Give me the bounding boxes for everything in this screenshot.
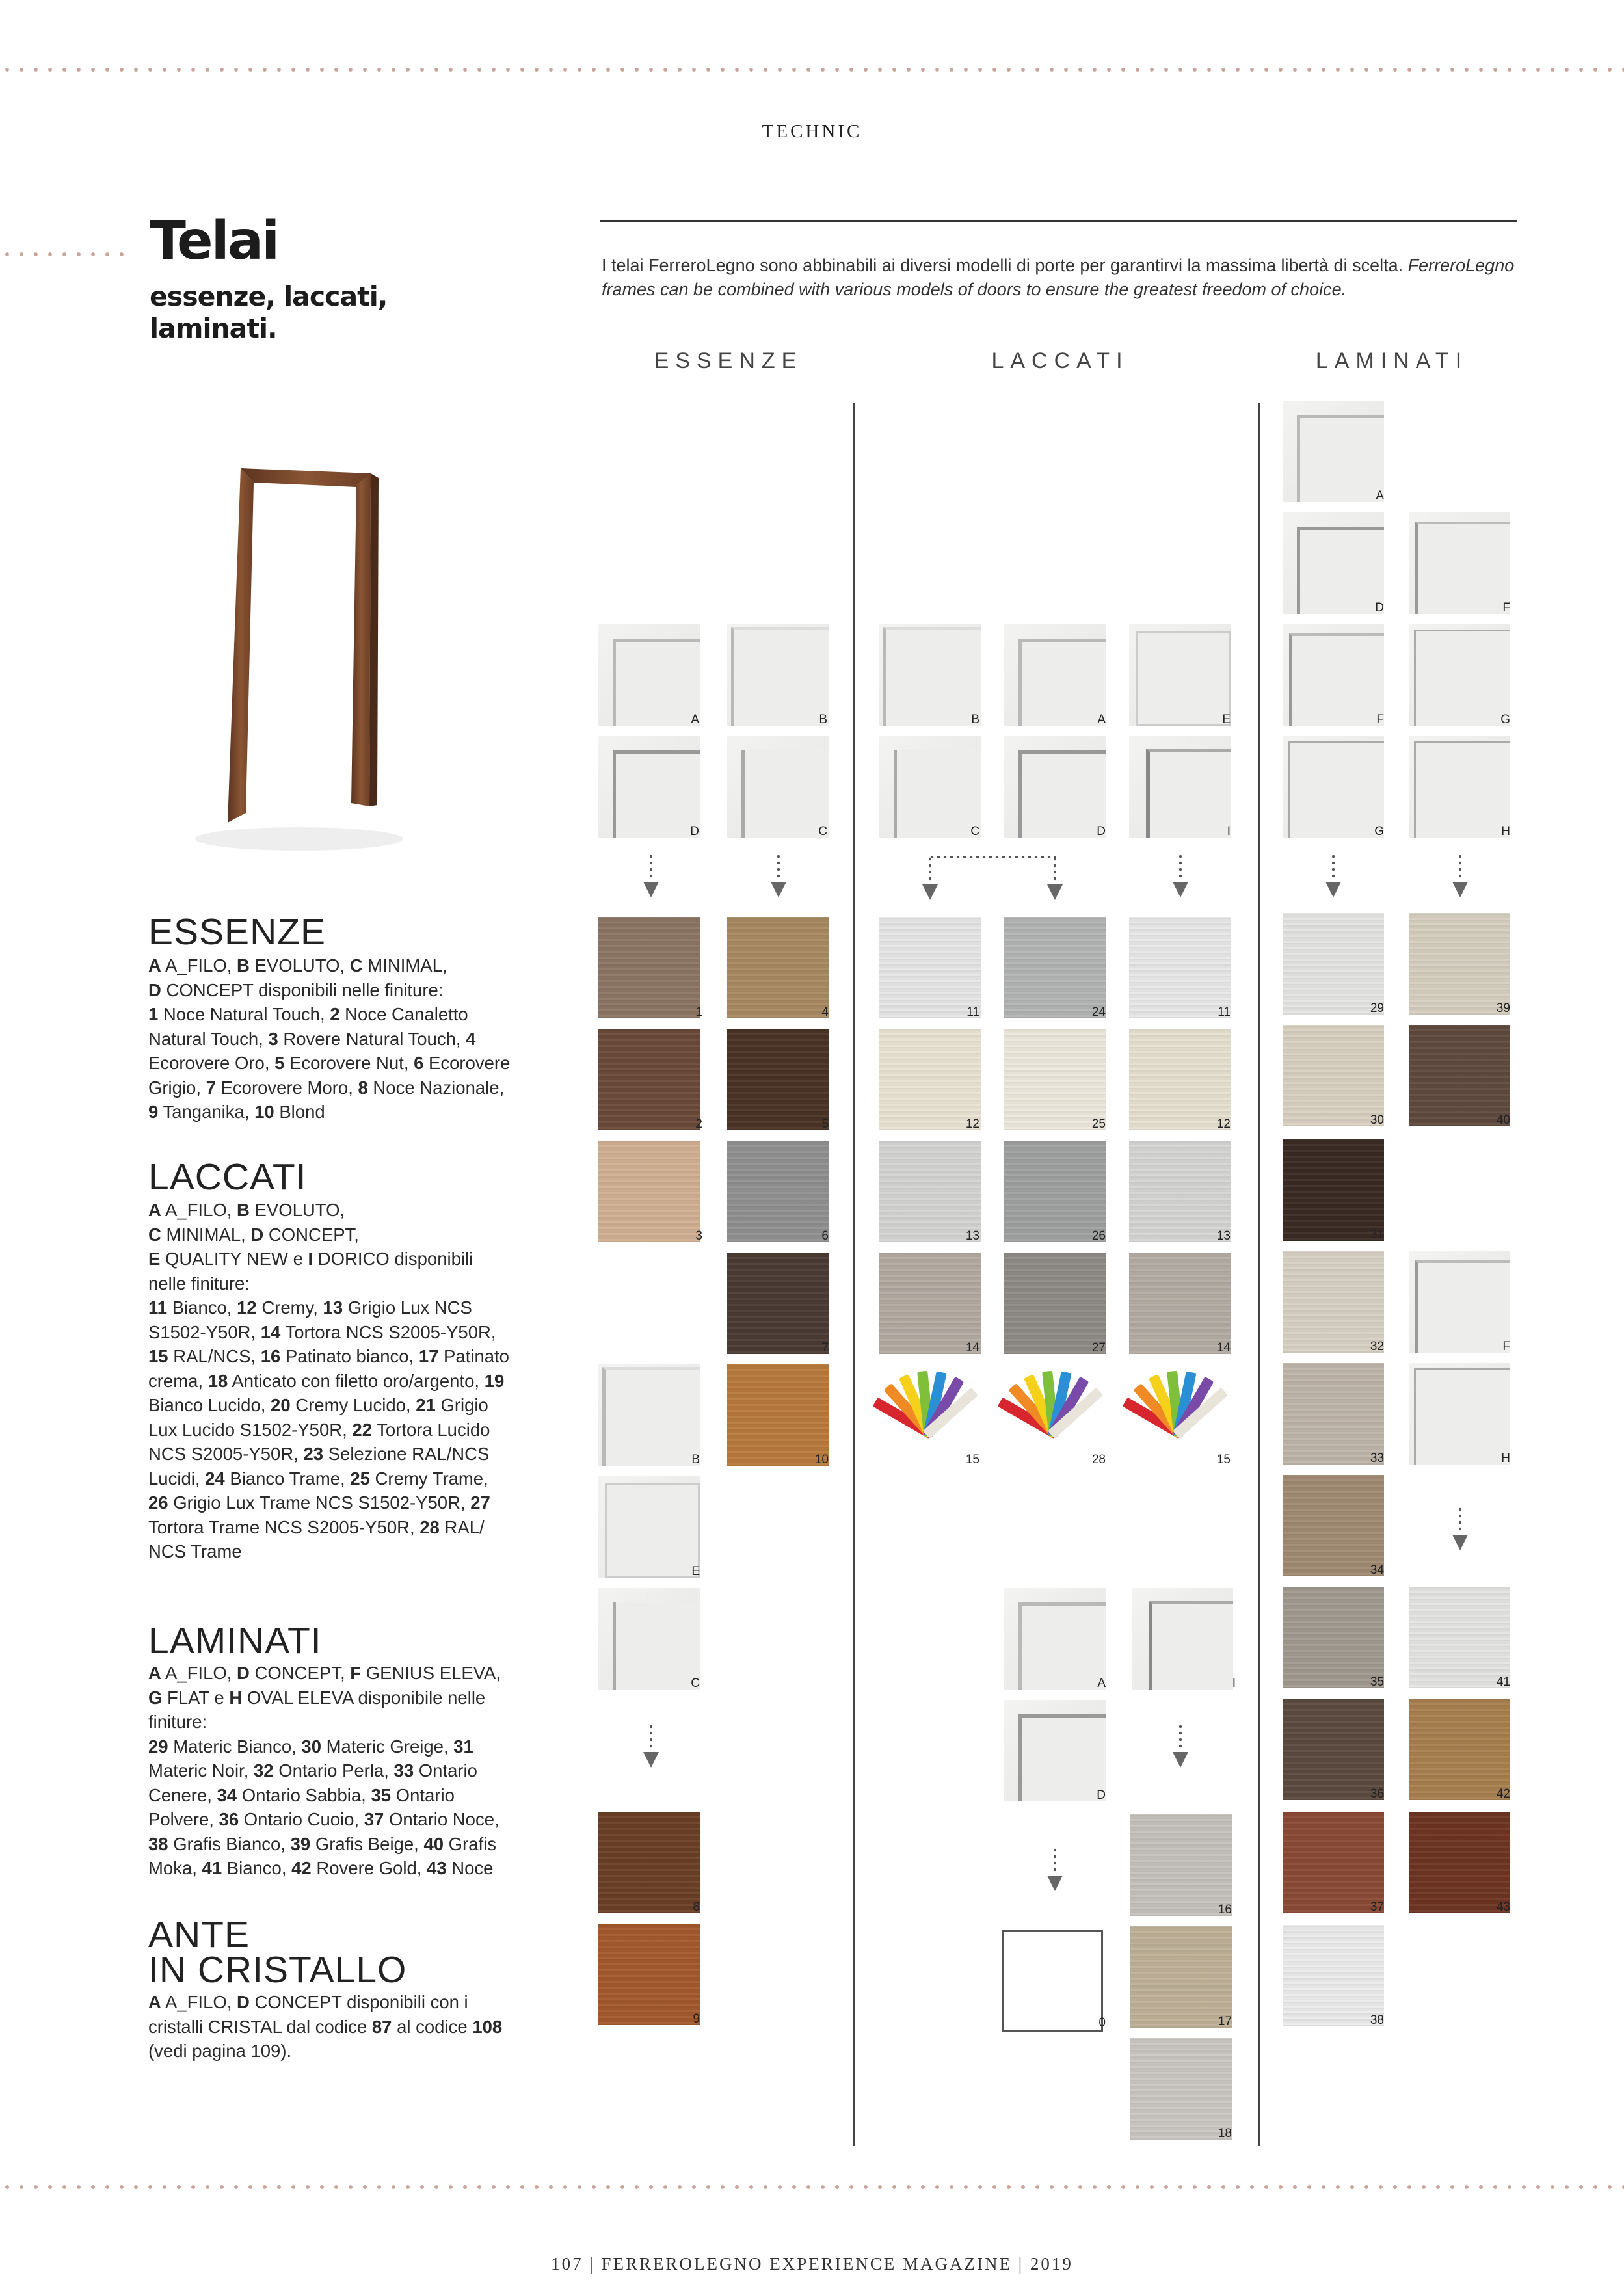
color-fan-icon <box>1003 1371 1107 1442</box>
essenze-title: ESSENZE <box>148 911 326 953</box>
swatch-label: 32 <box>1370 1340 1384 1353</box>
bottom-dotted-rule <box>0 2185 1624 2189</box>
frame-sample <box>1129 624 1231 726</box>
swatch-label: 25 <box>1091 1117 1106 1131</box>
finish-swatch <box>1283 1699 1384 1800</box>
column-divider-2 <box>1258 403 1260 2146</box>
intro-text <box>602 254 1519 302</box>
finish-swatch <box>727 917 829 1018</box>
swatch-label: 36 <box>1370 1787 1384 1801</box>
page-subtitle: essenze, laccati, laminati. <box>150 281 388 345</box>
swatch-label: 16 <box>1218 1903 1232 1917</box>
intro-italian: I telai FerreroLegno sono abbinabili ai diversi modelli di porte per garantirvi la massima libertà di scelta. <box>602 256 1404 275</box>
swatch-label: 31 <box>1370 1228 1384 1241</box>
finish-swatch <box>1004 1253 1106 1354</box>
finish-swatch <box>727 1029 829 1130</box>
frame-sample <box>1129 736 1231 838</box>
finish-swatch <box>1409 1025 1510 1126</box>
finish-swatch <box>1004 1141 1106 1242</box>
swatch-label: 15 <box>965 1453 979 1466</box>
finish-swatch <box>1130 1926 1232 2028</box>
finish-swatch <box>1129 1253 1231 1354</box>
swatch-label: 33 <box>1370 1452 1384 1465</box>
finish-swatch <box>727 1364 829 1466</box>
laccati-description: A A_FILO, B EVOLUTO, C MINIMAL, D CONCEPT, E QUALITY NEW e I DORICO disponibili nelle finiture: 11 Bianco, 12 Cremy, 13 Grigio Lux NCS S1502-Y50R, 14 Tortora NCS S2005-Y50R, 15 RAL/NCS, 16 Patinato bianco, 17 Patinato crema, 18 Anticato con filetto oro/argento, 19 Bianco Lucido, 20 Cremy Lucido, 21 Grigio Lux Lucido S1502-Y50R, 22 Tortora Lucido NCS S2005-Y50R, 23 Selezione RAL/NCS Lucidi, 24 Bianco Trame, 25 Cremy Trame, 26 Grigio Lux Trame NCS S1502-Y50R, 27 Tortora Trame NCS S2005-Y50R, 28 RAL/ NCS Trame <box>148 1200 509 1561</box>
swatch-label: 27 <box>1091 1341 1106 1355</box>
finish-swatch <box>1283 913 1384 1015</box>
swatch-label: 12 <box>965 1117 979 1131</box>
finish-swatch <box>598 917 700 1018</box>
frame-sample <box>1409 1363 1510 1465</box>
top-dotted-rule <box>0 68 1624 72</box>
bracket-connector <box>929 856 1056 858</box>
swatch-label: 37 <box>1370 1900 1384 1914</box>
swatch-label: I <box>1232 1677 1236 1690</box>
page-title: Telai <box>150 210 278 272</box>
finish-swatch <box>598 1924 700 2025</box>
title-dotted-rule <box>0 252 130 256</box>
swatch-label: E <box>691 1565 700 1578</box>
finish-swatch <box>879 1029 981 1130</box>
finish-swatch <box>1129 1141 1231 1242</box>
swatch-label: D <box>1097 1788 1106 1802</box>
swatch-label: E <box>1222 713 1231 726</box>
swatch-label: 26 <box>1091 1229 1106 1243</box>
swatch-label: 3 <box>695 1229 702 1243</box>
swatch-label: C <box>691 1677 700 1690</box>
swatch-label: F <box>1376 713 1384 726</box>
finish-swatch <box>1283 1812 1384 1913</box>
column-heading-laminati: LAMINATI <box>1315 349 1469 373</box>
frame-sample <box>1004 1700 1106 1801</box>
frame-sample <box>598 1476 700 1578</box>
swatch-label: 18 <box>1218 2127 1232 2140</box>
column-heading-essenze: ESSENZE <box>654 349 803 373</box>
laminati-description: A A_FILO, D CONCEPT, F GENIUS ELEVA, G FLAT e H OVAL ELEVA disponibile nelle finiture: 29 Materic Bianco, 30 Materic Greige, 31 Materic Noir, 32 Ontario Perla, 33 Ontario Cenere, 34 Ontario Sabbia, 35 Ontario Polvere, 36 Ontario Cuoio, 37 Ontario Noce, 38 Grafis Bianco, 39 Grafis Beige, 40 Grafis Moka, 41 Bianco, 42 Rovere Gold, 43 Noce <box>148 1663 501 1878</box>
finish-swatch <box>598 1812 700 1913</box>
frame-sample <box>1283 512 1384 614</box>
swatch-label: 14 <box>1216 1341 1231 1355</box>
frame-sample <box>1004 624 1106 726</box>
finish-swatch <box>727 1253 829 1354</box>
essenze-description: A A_FILO, B EVOLUTO, C MINIMAL, D CONCEPT disponibili nelle finiture: 1 Noce Natural Touch, 2 Noce Canaletto Natural Touch, 3 Rovere Natural Touch, 4 Ecorovere Oro, 5 Ecorovere Nut, 6 Ecorovere Grigio, 7 Ecorovere Moro, 8 Noce Nazionale, 9 Tanganika, 10 Blond <box>148 955 511 1122</box>
finish-swatch <box>1283 1587 1384 1688</box>
intro-rule <box>600 220 1517 222</box>
section-tag: TECHNIC <box>762 121 862 142</box>
swatch-label: A <box>1376 489 1384 503</box>
swatch-label: 14 <box>965 1341 979 1355</box>
frame-sample <box>1283 736 1384 838</box>
frame-sample <box>727 624 829 726</box>
finish-swatch <box>1004 917 1106 1018</box>
swatch-label: 1 <box>695 1005 702 1019</box>
swatch-label: 12 <box>1216 1117 1231 1131</box>
finish-swatch <box>1283 1139 1384 1241</box>
swatch-label: B <box>691 1453 700 1466</box>
swatch-label: 9 <box>693 2012 700 2026</box>
swatch-label: G <box>1374 825 1384 838</box>
swatch-label: 11 <box>1218 1005 1231 1019</box>
swatch-label: H <box>1501 1452 1510 1465</box>
column-divider-1 <box>853 403 855 2146</box>
door-frame-image <box>176 449 403 878</box>
swatch-label: 29 <box>1370 1002 1384 1015</box>
finish-swatch <box>1283 1251 1384 1353</box>
swatch-label: 4 <box>821 1005 829 1019</box>
swatch-label: 8 <box>693 1900 700 1914</box>
swatch-label: H <box>1501 825 1510 838</box>
finish-swatch <box>1283 1025 1384 1126</box>
laccati-title: LACCATI <box>148 1156 307 1198</box>
frame-sample <box>727 736 829 838</box>
swatch-label: 40 <box>1496 1113 1510 1127</box>
swatch-label: A <box>1097 1677 1106 1690</box>
frame-sample <box>1409 736 1510 838</box>
finish-swatch <box>598 1029 700 1130</box>
frame-sample <box>1004 736 1106 838</box>
swatch-label: 2 <box>695 1117 702 1131</box>
swatch-label: D <box>1375 601 1384 615</box>
frame-sample <box>1283 624 1384 726</box>
column-heading-laccati: LACCATI <box>991 349 1129 373</box>
swatch-label: 30 <box>1370 1113 1384 1127</box>
finish-swatch <box>879 1253 981 1354</box>
swatch-label: 15 <box>1216 1453 1231 1466</box>
swatch-label: 41 <box>1496 1675 1510 1689</box>
swatch-label: F <box>1502 1340 1510 1353</box>
swatch-label: D <box>1097 825 1106 838</box>
finish-swatch <box>879 1141 981 1242</box>
frame-sample <box>1132 1588 1233 1690</box>
swatch-label: 6 <box>821 1229 829 1243</box>
swatch-label: 13 <box>1216 1229 1231 1243</box>
finish-swatch <box>598 1141 700 1242</box>
finish-swatch <box>1283 1363 1384 1465</box>
finish-swatch <box>1409 1812 1510 1913</box>
swatch-label: B <box>819 713 827 726</box>
finish-swatch <box>1130 1814 1232 1916</box>
frame-sample <box>598 736 700 838</box>
swatch-label: 43 <box>1496 1900 1510 1914</box>
finish-swatch <box>1129 1029 1231 1130</box>
frame-sample <box>1283 401 1384 502</box>
frame-sample <box>598 624 700 726</box>
finish-swatch <box>879 917 981 1018</box>
finish-swatch <box>1409 1587 1510 1688</box>
swatch-label: 24 <box>1091 1005 1106 1019</box>
frame-sample <box>1409 1251 1510 1353</box>
cristallo-description: A A_FILO, D CONCEPT disponibili con i cristalli CRISTAL dal codice 87 al codice 108 (vedi pagina 109). <box>148 1992 503 2061</box>
swatch-label: G <box>1500 713 1510 726</box>
swatch-label: 11 <box>966 1005 979 1019</box>
swatch-label: 35 <box>1370 1675 1384 1689</box>
frame-sample <box>598 1364 700 1466</box>
swatch-label: F <box>1502 601 1510 615</box>
finish-swatch <box>727 1141 829 1242</box>
frame-sample <box>598 1588 700 1690</box>
swatch-label: I <box>1227 825 1231 838</box>
finish-swatch <box>1283 1475 1384 1576</box>
laminati-title: LAMINATI <box>148 1620 322 1662</box>
finish-swatch <box>1283 1925 1384 2026</box>
swatch-label: B <box>971 713 979 726</box>
swatch-label: 0 <box>1098 2016 1106 2030</box>
frame-sample <box>879 736 981 838</box>
cristallo-title: ANTE IN CRISTALLO <box>148 1914 407 1991</box>
swatch-label: A <box>1097 713 1106 726</box>
swatch-label: D <box>690 825 699 838</box>
swatch-label: 5 <box>821 1117 829 1131</box>
swatch-label: 38 <box>1370 2013 1384 2027</box>
swatch-label: A <box>691 713 699 726</box>
color-fan-icon <box>878 1371 982 1442</box>
frame-sample <box>1409 512 1510 614</box>
color-fan-icon <box>1128 1371 1232 1442</box>
finish-swatch <box>1004 1029 1106 1130</box>
finish-swatch <box>1409 1699 1510 1800</box>
swatch-label: 10 <box>814 1453 829 1466</box>
swatch-label: 28 <box>1091 1453 1106 1466</box>
swatch-label: 42 <box>1496 1787 1510 1801</box>
finish-swatch <box>1409 913 1510 1015</box>
swatch-label: 39 <box>1496 1002 1510 1015</box>
swatch-label: 13 <box>965 1229 979 1243</box>
swatch-label: C <box>818 825 827 838</box>
page-footer: 107 | FERREROLEGNO EXPERIENCE MAGAZINE | 2019 <box>551 2254 1073 2274</box>
finish-swatch <box>1129 917 1231 1018</box>
swatch-label: C <box>970 825 979 838</box>
swatch-label: 7 <box>821 1341 829 1355</box>
finish-swatch <box>1130 2038 1232 2140</box>
swatch-label: 17 <box>1218 2015 1232 2028</box>
swatch-label: 34 <box>1370 1563 1384 1577</box>
frame-sample <box>879 624 981 726</box>
frame-sample <box>1409 624 1510 726</box>
intro-english: FerreroLegno frames can be combined with various models of doors to ensure the greatest freedom of choice. <box>602 256 1515 299</box>
frame-sample <box>1004 1588 1106 1690</box>
